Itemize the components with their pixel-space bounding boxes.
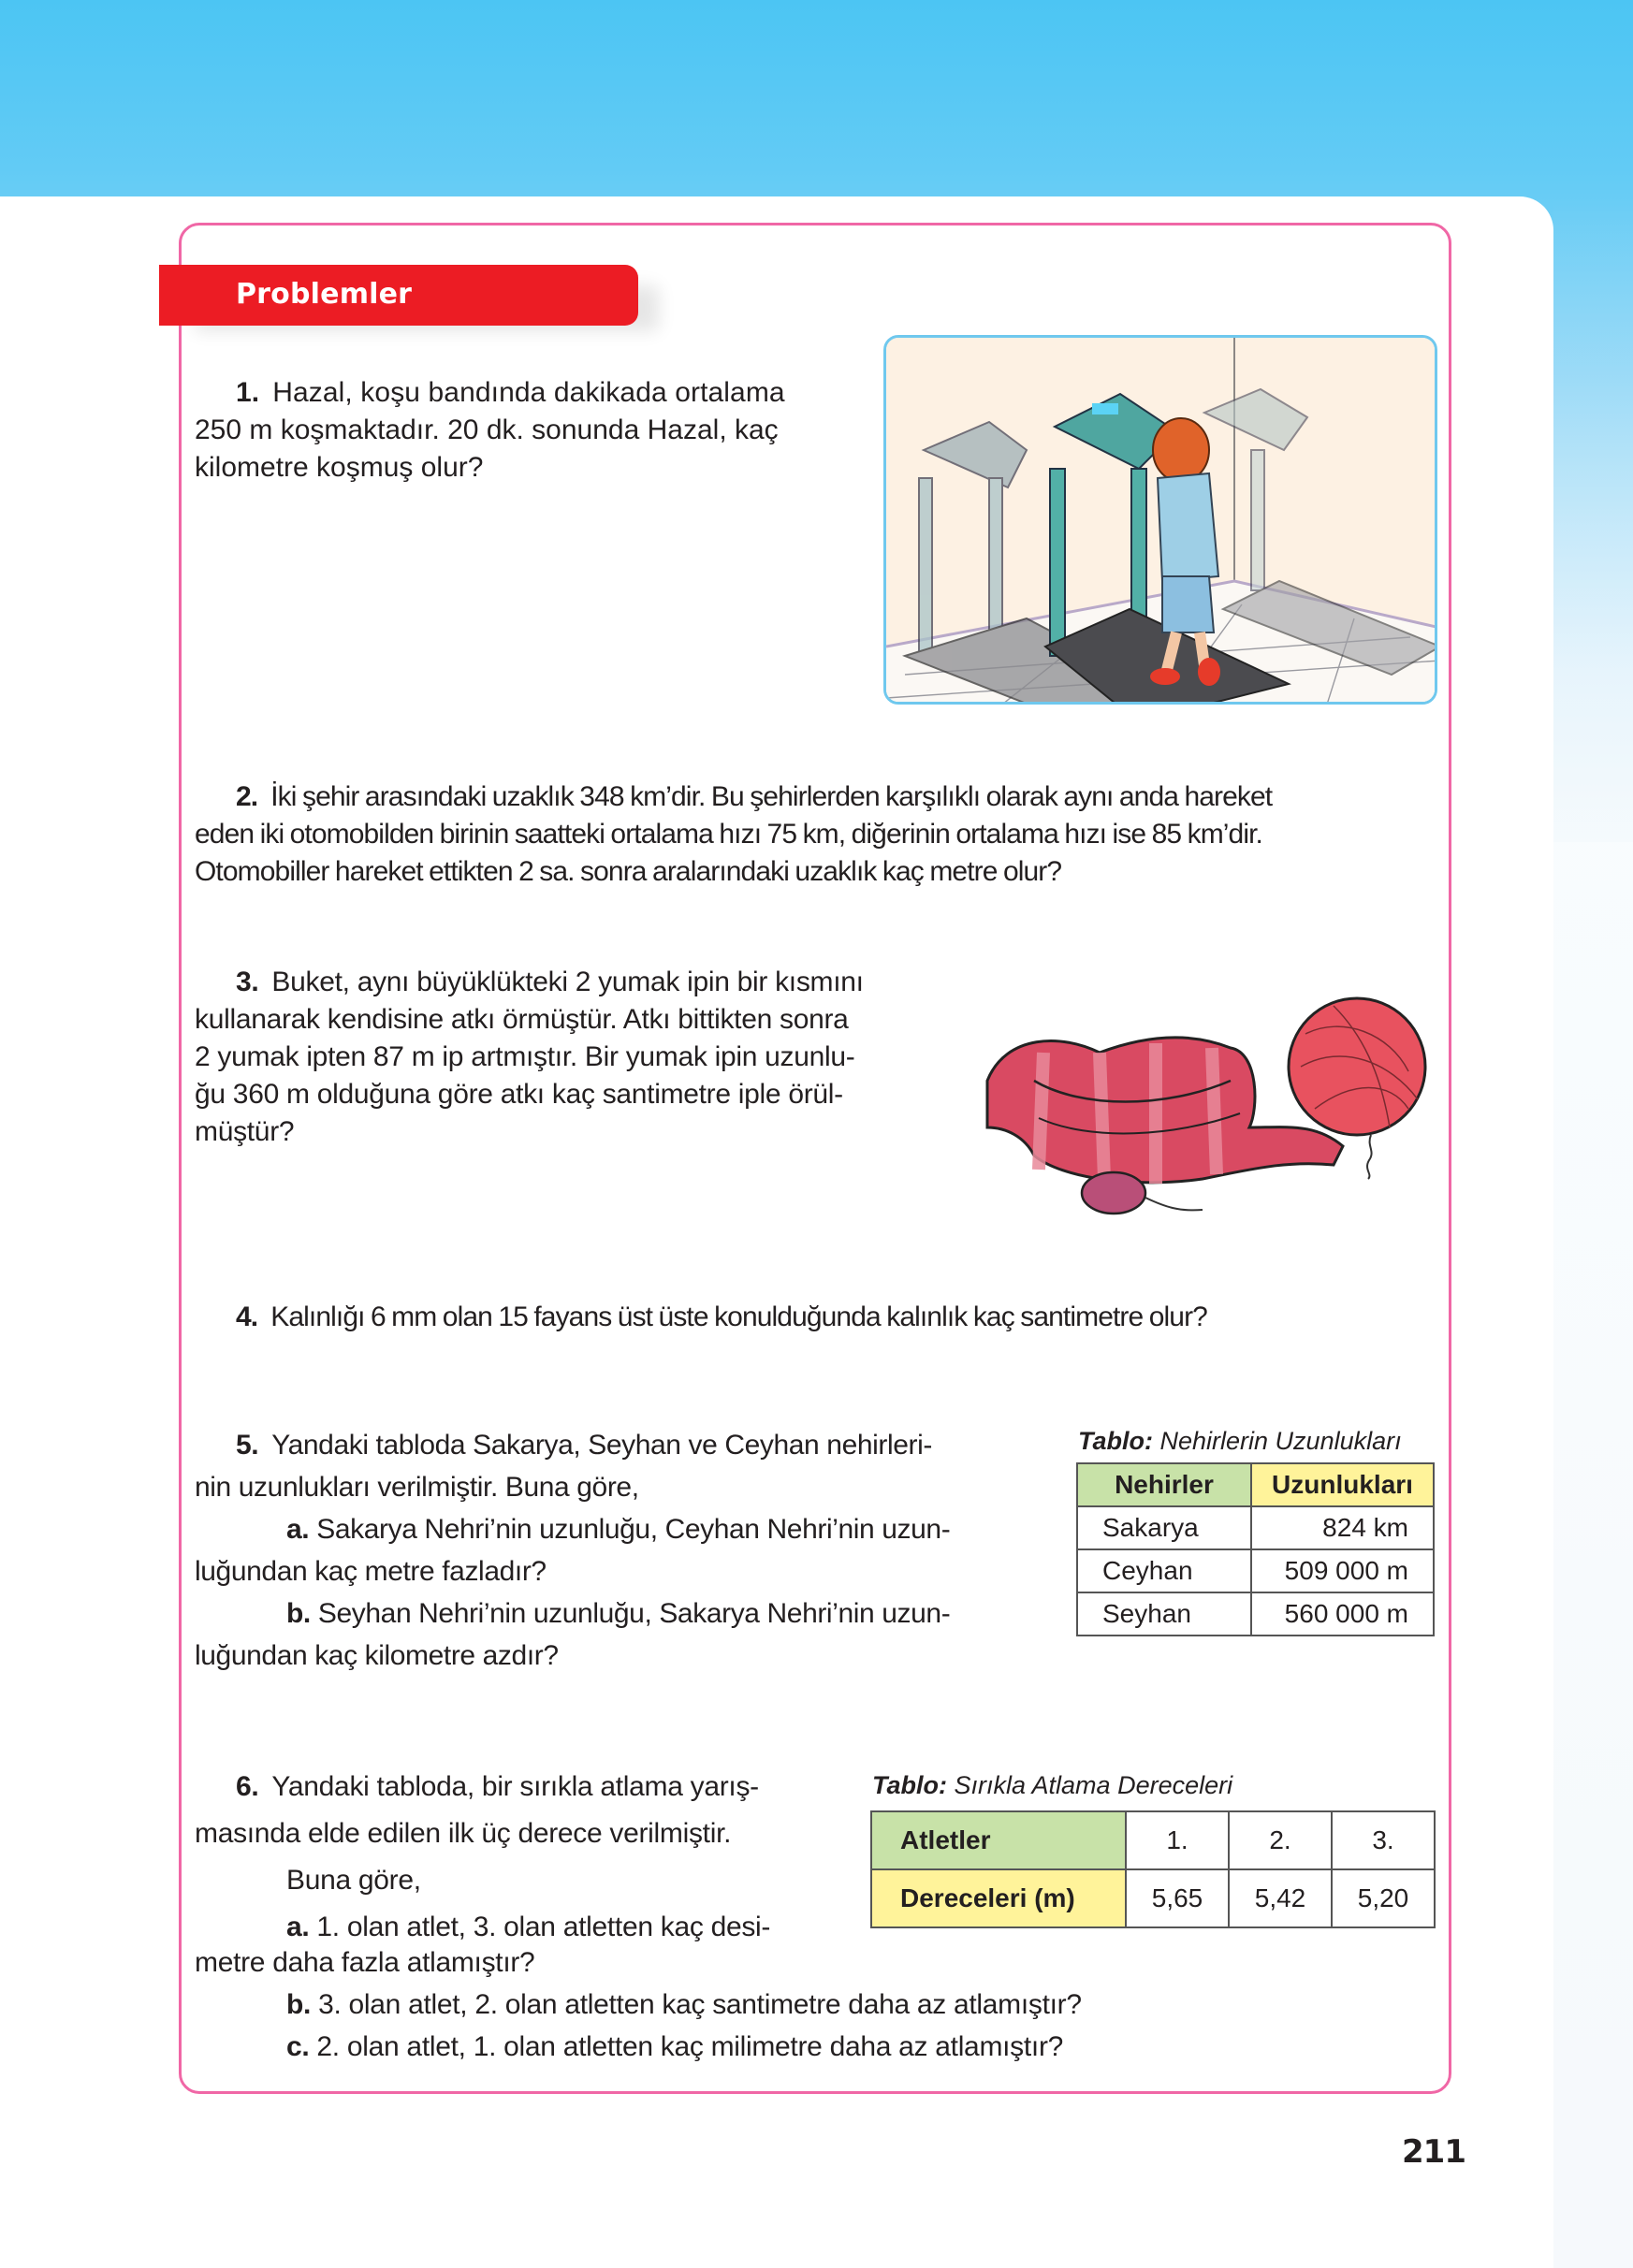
question-number: 4. — [236, 1301, 258, 1332]
column-header: Nehirler — [1077, 1463, 1251, 1506]
question-6: 6. Yandaki tabloda, bir sırıkla atlama yarış- masında elde edilen ilk üç derece verilmiştir. Buna göre, a. 1. olan atlet, 3. olan atletten kaç desi- — [195, 1771, 771, 1942]
row-header: Atletler — [871, 1811, 1126, 1869]
column-header: Uzunlukları — [1251, 1463, 1434, 1506]
treadmill-illustration — [883, 335, 1437, 705]
part-label: b. — [286, 1598, 311, 1629]
rivers-table — [1076, 1462, 1435, 1636]
question-6-continued: metre daha fazla atlamıştır? b. 3. olan atlet, 2. olan atletten kaç santimetre daha az atlamıştır? c. 2. olan atlet, 1. olan atletten kaç milimetre daha az atlamıştır? — [195, 1947, 1082, 2062]
part-label: b. — [286, 1989, 312, 2020]
question-number: 5. — [236, 1430, 259, 1461]
part-label: a. — [286, 1514, 310, 1545]
table-row: Dereceleri (m) 5,65 5,42 5,20 — [871, 1869, 1435, 1927]
rivers-table-caption: Tablo: Nehirlerin Uzunlukları — [1078, 1427, 1402, 1455]
question-number: 2. — [236, 781, 258, 812]
scarf-and-yarn-icon — [950, 978, 1427, 1216]
page-number: 211 — [1402, 2133, 1465, 2171]
pole-vault-table — [870, 1810, 1436, 1928]
question-4: 4. Kalınlığı 6 mm olan 15 fayans üst üste konulduğunda kalınlık kaç santimetre olur? — [236, 1301, 1207, 1332]
table-row: Ceyhan 509 000 m — [1077, 1549, 1434, 1592]
table-row: Sakarya 824 km — [1077, 1506, 1434, 1549]
table-row: Seyhan 560 000 m — [1077, 1592, 1434, 1636]
table-header-row — [1077, 1463, 1434, 1506]
question-number: 6. — [236, 1771, 259, 1802]
question-number: 1. — [236, 377, 260, 408]
section-title: Problemler — [236, 278, 413, 311]
section-title-tab — [159, 265, 638, 326]
question-number: 3. — [236, 967, 259, 997]
question-2: 2. İki şehir arasındaki uzaklık 348 km’dir. Bu şehirlerden karşılıklı olarak aynı anda hareket eden iki otomobilden birinin saatteki ortalama hızı 75 km, diğerinin ortalama hızı ise 85 km’dir. Otomobiller hareket ettikten 2 sa. sonra aralarındaki uzaklık kaç metre olur? — [195, 781, 1273, 887]
scarf-illustration — [950, 978, 1427, 1216]
page-edge — [1553, 196, 1633, 2268]
row-header: Dereceleri (m) — [871, 1869, 1126, 1927]
part-label: a. — [286, 1912, 310, 1942]
question-3: 3. Buket, aynı büyüklükteki 2 yumak ipin bir kısmını kullanarak kendisine atkı örmüştür. Atkı bittikten sonra 2 yumak ipten 87 m ip artmıştır. Bir yumak ipin uzunlu- ğu 360 m olduğuna göre atkı kaç santimetre iple örül- müştür? — [195, 967, 864, 1147]
part-label: c. — [286, 2031, 310, 2062]
pole-vault-table-caption: Tablo: Sırıkla Atlama Dereceleri — [872, 1771, 1233, 1799]
question-1: 1. Hazal, koşu bandında dakikada ortalama 250 m koşmaktadır. 20 dk. sonunda Hazal, kaç kilometre koşmuş olur? — [195, 377, 785, 483]
table-row: Atletler 1. 2. 3. — [871, 1811, 1435, 1869]
question-5: 5. Yandaki tabloda Sakarya, Seyhan ve Ceyhan nehirleri- nin uzunlukları verilmiştir. Buna göre, a. Sakarya Nehri’nin uzunluğu, Ceyhan Nehri’nin uzun- luğundan kaç metre fazladır? b. Seyhan Nehri’nin uzunluğu, Sakarya Nehri’nin uzun- luğundan kaç kilometre azdır? — [195, 1430, 951, 1671]
girl-on-treadmill-icon — [886, 338, 1437, 705]
